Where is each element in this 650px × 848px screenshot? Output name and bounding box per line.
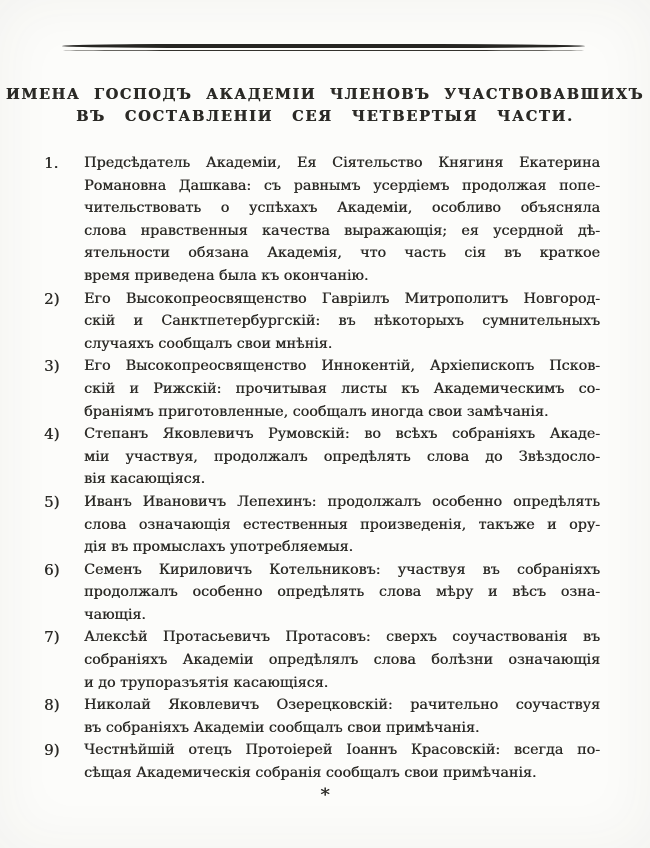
list-item — [44, 739, 600, 784]
list-item — [44, 423, 600, 491]
text-line: слова означающія естественныя произведенія, такъже и ору- — [84, 516, 600, 533]
item-text — [84, 491, 600, 559]
item-text — [84, 694, 600, 739]
item-text — [84, 152, 600, 288]
list-item — [44, 152, 600, 288]
item-text — [84, 288, 600, 356]
item-text — [84, 355, 600, 423]
text-line: собраніяхъ Академіи опредѣлялъ слова болѣзни означающія — [84, 652, 600, 669]
text-line: Николай Яковлевичъ Озерецковскій: рачительно соучаствуя — [84, 697, 600, 714]
item-number: 2) — [44, 289, 60, 308]
text-line: чительствовать о успѣхахъ Академіи, особливо объясняла — [84, 200, 600, 217]
item-number: 4) — [44, 425, 60, 444]
list-item — [44, 491, 600, 559]
title-line-1: ИМЕНА ГОСПОДЪ АКАДЕМІИ ЧЛЕНОВЪ УЧАСТВОВАВШИХЪ — [5, 86, 645, 103]
list-item — [44, 626, 600, 694]
text-line: Романовна Дашкава: съ равнымъ усердіемъ продолжая попе- — [84, 177, 600, 194]
text-line: скій и Рижскій: прочитывая листы къ Академическимъ со- — [84, 380, 600, 397]
item-number: 3) — [44, 357, 60, 376]
text-line: Его Высокопреосвященство Иннокентій, Архіепископъ Псков- — [84, 358, 600, 375]
title-line-2: ВЪ СОСТАВЛЕНІИ СЕЯ ЧЕТВЕРТЫЯ ЧАСТИ. — [76, 108, 574, 125]
text-line: и до трупоразъятія касающіяся. — [84, 674, 329, 691]
text-line: дія въ промыслахъ употребляемыя. — [84, 539, 354, 556]
item-number: 5) — [44, 492, 60, 511]
item-number: 6) — [44, 560, 60, 579]
text-line: Алексѣй Протасьевичъ Протасовъ: сверхъ соучаствованія въ — [84, 629, 600, 646]
text-line: Иванъ Ивановичъ Лепехинъ: продолжалъ особенно опредѣлять — [84, 493, 600, 510]
members-list — [44, 152, 600, 785]
text-line: время приведена была къ окончанію. — [84, 267, 369, 284]
text-line: вія касающіяся. — [84, 471, 206, 488]
rule-thin-line — [62, 50, 585, 51]
text-line: случаяхъ сообщалъ свои мнѣнія. — [84, 335, 333, 352]
text-line: Семенъ Кириловичъ Котельниковъ: участвуя въ собраніяхъ — [84, 561, 600, 578]
text-line: Предсѣдатель Академіи, Ея Сіятельство Княгиня Екатерина — [84, 155, 600, 171]
text-line: скій и Санктпетербургскій: въ нѣкоторыхъ сумнительныхъ — [84, 313, 600, 330]
item-number: 8) — [44, 696, 60, 715]
text-line: Степанъ Яковлевичъ Румовскій: во всѣхъ собраніяхъ Акаде- — [84, 426, 600, 443]
list-item — [44, 288, 600, 356]
text-line: продолжалъ особенно опредѣлять слова мѣру и вѣсъ озна- — [84, 584, 600, 601]
list-item — [44, 694, 600, 739]
text-line: Его Высокопреосвященство Гавріилъ Митрополитъ Новгород- — [84, 290, 600, 307]
text-line: слова нравственныя качества выражающія; ея усердной дѣ- — [84, 222, 600, 239]
ornamental-rule — [62, 44, 585, 51]
page-title — [0, 84, 650, 128]
item-text — [84, 559, 600, 627]
item-number: 1. — [44, 154, 59, 172]
text-line: Честнѣйшій отецъ Протоіерей Іоаннъ Красовскій: всегда по- — [84, 742, 600, 759]
list-item — [44, 559, 600, 627]
rule-thick-line — [62, 44, 585, 48]
list-item — [44, 355, 600, 423]
text-line: міи участвуя, продолжалъ опредѣлять слова до Звѣздосло- — [84, 448, 600, 465]
text-line: ятельности обязана Академія, что часть сія въ краткое — [84, 245, 600, 262]
item-text — [84, 423, 600, 491]
text-line: чающія. — [84, 606, 146, 623]
text-line: въ собраніяхъ Академіи сообщалъ свои примѣчанія. — [84, 719, 480, 736]
text-line: браніямъ приготовленные, сообщалъ иногда свои замѣчанія. — [84, 403, 549, 420]
item-number: 9) — [44, 741, 60, 760]
item-text — [84, 739, 600, 784]
item-text — [84, 626, 600, 694]
footnote-asterisk: * — [320, 785, 330, 806]
item-number: 7) — [44, 628, 60, 647]
text-line: сѣщая Академическія собранія сообщалъ свои примѣчанія. — [84, 765, 537, 782]
